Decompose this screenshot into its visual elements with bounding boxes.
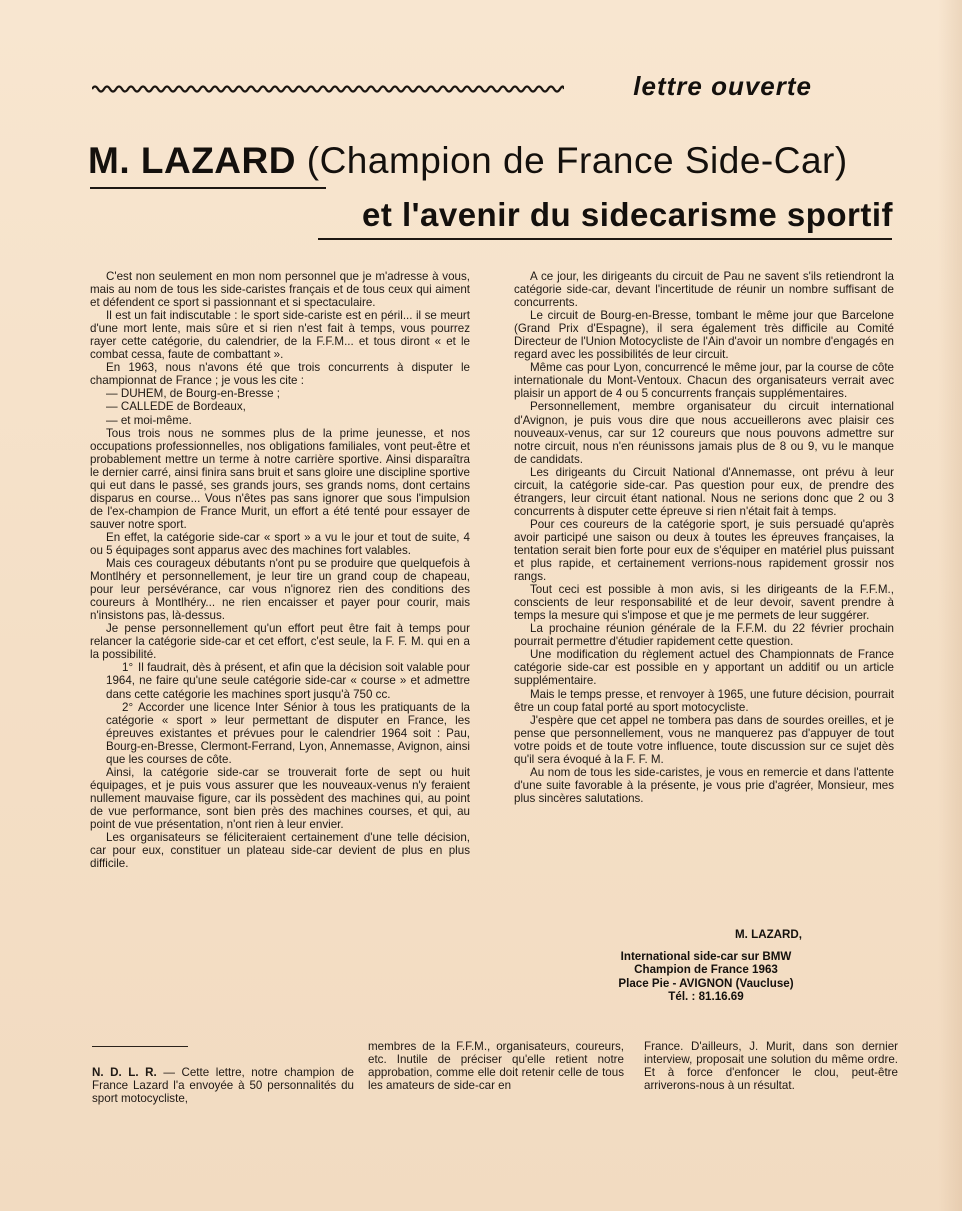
- paragraph: Les dirigeants du Circuit National d'Annemasse, ont prévu à leur circuit, la catégorie side-car. Pas question pour eux, de prendre des étrangers, leur circuit étant national. Nous ne serions donc que 2 ou 3 concurrents à disputer cette épreuve si rien n'était fait à temps.: [514, 465, 894, 518]
- paragraph: Mais ces courageux débutants n'ont pu se produire que quelquefois à Montlhéry et personnellement, je leur tire un grand coup de chapeau, pour leur persévérance, car vous n'ignorez rien des conditions des coureurs à Montlhéry... ne rien encaisser et payer pour courir, mais n'insistons pas, là-dessus.: [90, 557, 470, 623]
- item-number: 2°: [122, 700, 134, 714]
- footnote-column-3: [644, 1040, 898, 1092]
- title-name: M. LAZARD: [88, 140, 296, 181]
- item-number: 1°: [122, 661, 134, 675]
- list-item: — DUHEM, de Bourg-en-Bresse ;: [106, 387, 280, 401]
- paragraph: Le circuit de Bourg-en-Bresse, tombant le même jour que Barcelone (Grand Prix d'Espagne), il sera également très difficile au Comité Directeur de l'Union Motocycliste de l'Ain d'avoir un nombre d'engagés en regard avec les possibilités de leur circuit.: [514, 309, 894, 362]
- footnote-text: — Cette lettre, notre champion de France Lazard l'a envoyée à 50 personnalités du sport motocycliste,: [92, 1066, 355, 1106]
- item-text: Il faudrait, dès à présent, et afin que la décision soit valable pour 1964, ne faire qu'une seule catégorie side-car « course » et admettre dans cette catégorie les machines sport jusqu'à 750 cc.: [106, 661, 470, 701]
- footnote-column-2: [368, 1040, 624, 1092]
- footnote-lead: N. D. L. R.: [92, 1066, 157, 1079]
- paragraph: Tout ceci est possible à mon avis, si les dirigeants de la F.F.M., conscients de leur responsabilité et de leur devoir, savent prendre à temps la mesure qui s'impose et que je me permets de leur suggérer.: [514, 583, 894, 623]
- paragraph: Une modification du règlement actuel des Championnats de France catégorie side-car est possible en y apportant un additif ou un article supplémentaire.: [514, 648, 894, 688]
- article-title: [88, 140, 908, 182]
- numbered-item: [90, 701, 470, 766]
- right-column: [514, 270, 894, 805]
- footnote-text: France. D'ailleurs, J. Murit, dans son dernier interview, proposait une solution du même ordre. Et à force d'enfoncer le clou, peut-être arriverons-nous à un résultat.: [644, 1040, 898, 1093]
- list-item: — CALLEDE de Bordeaux,: [106, 400, 246, 414]
- signature-name: M. LAZARD,: [735, 928, 802, 941]
- paragraph: A ce jour, les dirigeants du circuit de Pau ne savent s'ils retiendront la catégorie side-car, devant l'incertitude de réunir un nombre suffisant de concurrents.: [514, 270, 894, 310]
- paragraph: Pour ces coureurs de la catégorie sport, je suis persuadé qu'après avoir participé une saison ou deux à toutes les épreuves françaises, la tentation serait bien forte pour eux de s'équiper en matériel plus puissant et plus rapide, et certainement verrions-nous rapidement grossir nos rangs.: [514, 517, 894, 584]
- signature-block: [590, 928, 822, 1003]
- paragraph: Il est un fait indiscutable : le sport side-cariste est en péril... il se meurt d'une mort lente, mais sûre et si rien n'est fait à temps, vous pourrez rayer cette catégorie, du calendrier, de la F.F.M... et tous diront « et le combat cessa, faute de combattant ».: [90, 309, 470, 362]
- paragraph: Tous trois nous ne sommes plus de la prime jeunesse, et nos occupations professionnelles, nos obligations familiales, vont peut-être et probablement mettre un terme à notre carrière sportive. Ainsi disparaîtra le dernier carré, ainsi finira sans bruit et sans gloire une discipline sportive qui eut dans le passé, ses grands jours, ses grands noms, dont certains disparus en course... Vous n'êtes pas sans ignorer que sous l'impulsion de l'ex-champion de France Murit, un effort a été tenté pour essayer de sauver notre sport.: [90, 426, 470, 531]
- paragraph: En effet, la catégorie side-car « sport » a vu le jour et tout de suite, 4 ou 5 équipages sont apparus avec des machines fort valables.: [90, 530, 470, 557]
- paragraph: Au nom de tous les side-caristes, je vous en remercie et dans l'attente d'une suite favorable à la présente, je vous prie d'agréer, Monsieur, mes plus sincères salutations.: [514, 765, 894, 805]
- left-column: [90, 270, 470, 870]
- signature-line: Tél. : 81.16.69: [668, 989, 744, 1003]
- list-item: — et moi-même.: [106, 413, 192, 427]
- article-title-line2: et l'avenir du sidecarisme sportif: [361, 196, 893, 233]
- wavy-rule-decoration: [92, 82, 564, 96]
- section-label: lettre ouverte: [633, 71, 812, 101]
- paragraph: Ainsi, la catégorie side-car se trouverait forte de sept ou huit équipages, et je puis vous assurer que les nouveaux-venus n'y feraient nullement mauvaise figure, car ils possèdent des machines qui, au point de vue performance, sont bien près des machines courses, et qui, au point de vue présentation, n'ont rien à leur envier.: [90, 765, 470, 831]
- footnote-text: membres de la F.F.M., organisateurs, coureurs, etc. Inutile de préciser qu'elle retient notre approbation, comme elle doit retenir celle de tous les amateurs de side-car en: [368, 1040, 624, 1093]
- signature-line: Champion de France 1963: [634, 963, 778, 977]
- paragraph: J'espère que cet appel ne tombera pas dans de sourdes oreilles, et je pense que personnellement, vous ne manquerez pas d'appuyer de tout votre poids et de toute votre influence, toute discussion sur ce sujet dès qu'il sera évoqué à la F. F. M.: [514, 713, 894, 766]
- paragraph: Mais le temps presse, et renvoyer à 1965, une future décision, pourrait être un coup fatal porté au sport motocycliste.: [514, 687, 894, 714]
- paragraph: Personnellement, membre organisateur du circuit international d'Avignon, je puis vous dire que nous accueillerons avec plaisir ces nouveaux-venus, car sur 12 coureurs que nous pouvons admettre sur notre circuit, nous n'en réunissons jamais plus de 8 ou 9, vu le manque de candidats.: [514, 400, 894, 466]
- signature-line: Place Pie - AVIGNON (Vaucluse): [618, 976, 794, 990]
- signature-line: International side-car sur BMW: [620, 950, 792, 964]
- paragraph: Les organisateurs se féliciteraient certainement d'une telle décision, car pour eux, constituer un plateau side-car devient de plus en plus difficile.: [90, 831, 470, 871]
- paragraph: En 1963, nous n'avons été que trois concurrents à disputer le championnat de France ; je vous les cite :: [90, 361, 470, 388]
- paragraph: La prochaine réunion générale de la F.F.M. du 22 février prochain pourrait permettre d'étudier rapidement cette question.: [514, 622, 894, 649]
- paragraph: Même cas pour Lyon, concurrencé le même jour, par la course de côte internationale du Mont-Ventoux. Chacun des organisateurs verrait avec plaisir un apport de 4 ou 5 concurrents français supplémentaires.: [514, 361, 894, 401]
- title-underline-2: [318, 238, 892, 240]
- title-subtitle: (Champion de France Side-Car): [295, 140, 848, 181]
- item-text: Accorder une licence Inter Sénior à tous les pratiquants de la catégorie « sport » leur permettant de disputer en France, les épreuves existantes et prévues pour le calendrier 1964 soit : Pau, Bourg-en-Bresse, Clermont-Ferrand, Lyon, Annemasse, Avignon, ainsi que les courses de côte.: [106, 700, 470, 766]
- footnote-column-1: [92, 1066, 354, 1105]
- paragraph: C'est non seulement en mon nom personnel que je m'adresse à vous, mais au nom de tous les side-caristes français et de tous ceux qui aiment et défendent ce sport si passionnant et si spectaculaire.: [90, 270, 470, 310]
- numbered-item: [90, 661, 470, 700]
- footnote-rule: [92, 1046, 188, 1047]
- title-underline: [90, 187, 326, 189]
- paragraph: Je pense personnellement qu'un effort peut être fait à temps pour relancer la catégorie side-car et cet effort, c'est seule, la F. F. M. qui en a la possibilité.: [90, 622, 470, 662]
- page-edge-shadow: [938, 0, 962, 1211]
